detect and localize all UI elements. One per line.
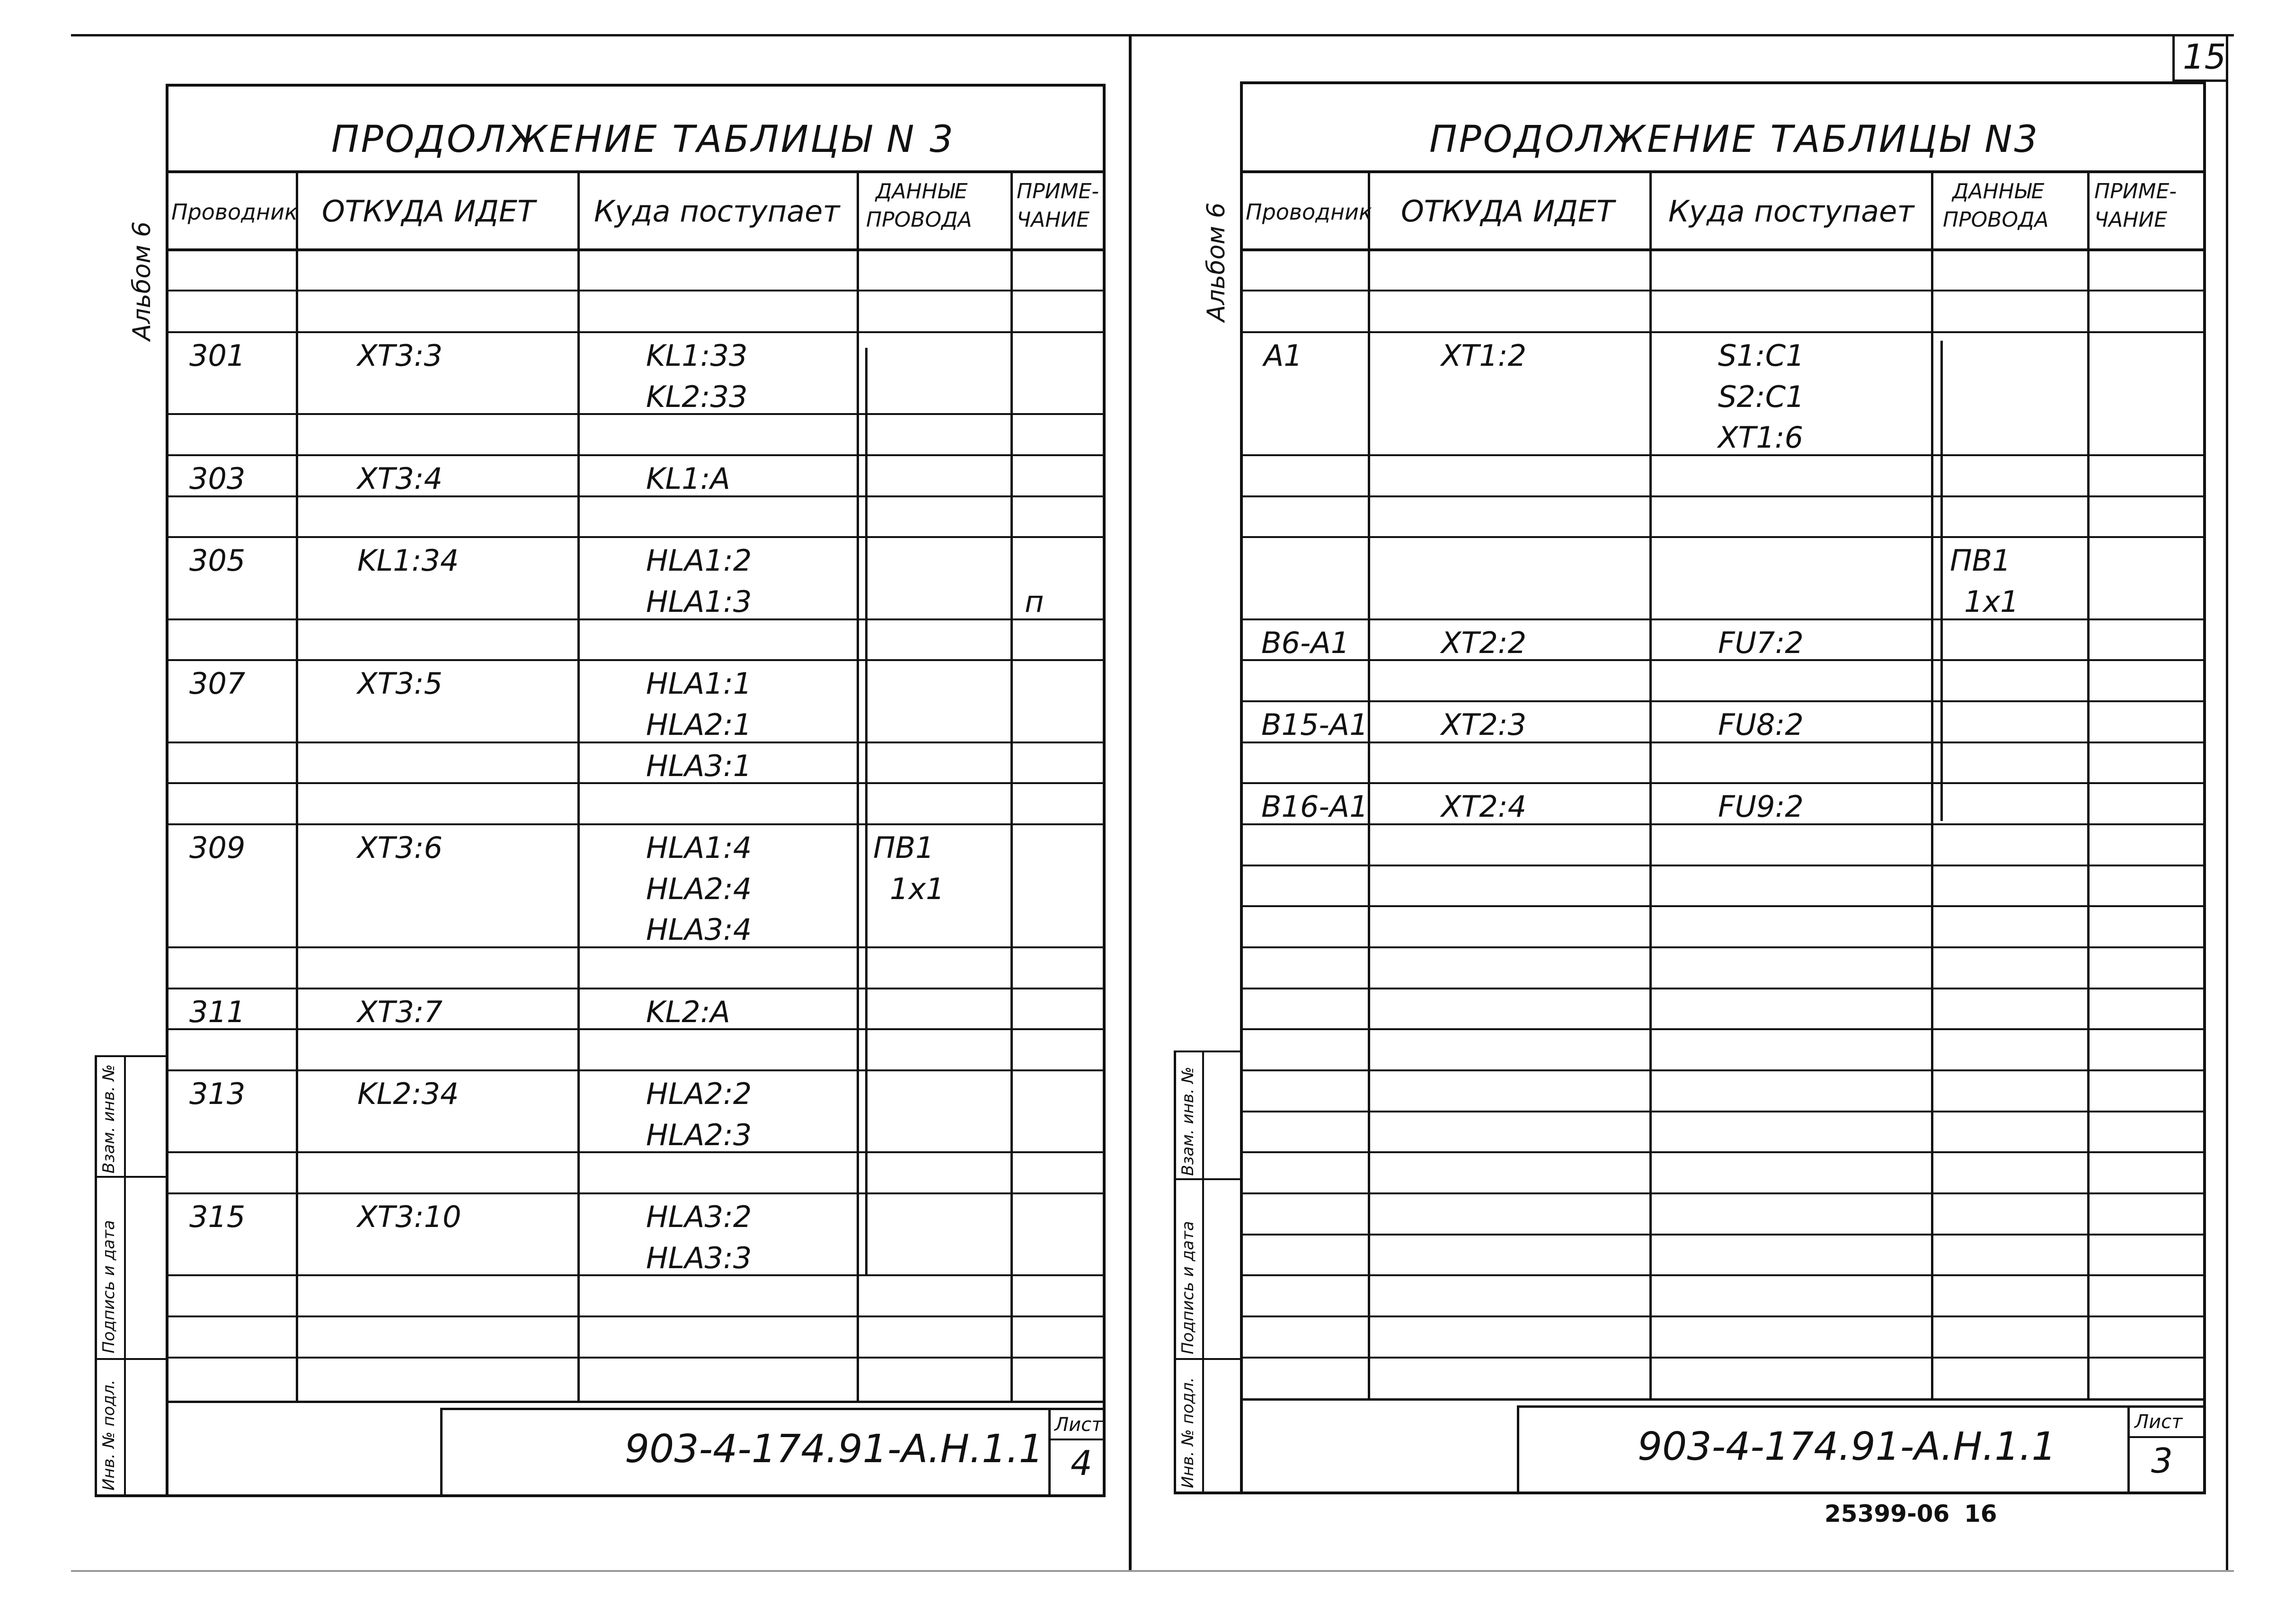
right-row-line	[1240, 1111, 2206, 1112]
right-stamp-replaces: Взам. инв. №	[1178, 1067, 1197, 1176]
left-to-cell: HLA3:4	[646, 912, 752, 947]
left-to-cell: HLA1:1	[646, 666, 752, 701]
right-row-line	[1240, 618, 2206, 620]
right-row-line	[1240, 946, 2206, 948]
left-from-cell: XT3:7	[357, 995, 443, 1029]
right-header-note-2: ЧАНИЕ	[2094, 208, 2168, 232]
left-conductor-cell: 313	[189, 1077, 246, 1111]
left-stamp-replaces: Взам. инв. №	[99, 1064, 118, 1174]
right-header-note-1: ПРИМЕ-	[2094, 179, 2177, 203]
left-sheet-label: Лист	[1054, 1414, 1103, 1436]
right-to-cell: S1:C1	[1718, 338, 1805, 373]
left-conductor-cell: 307	[189, 666, 246, 701]
right-header-from: ОТКУДА ИДЕТ	[1401, 194, 1614, 229]
right-header-bottom-line	[1240, 248, 2206, 251]
right-col-sep-2	[1649, 170, 1652, 1401]
right-titleblock-sheet-left	[2127, 1405, 2130, 1494]
left-header-conductor: Проводник	[171, 199, 298, 225]
right-col-sep-1	[1368, 170, 1370, 1401]
right-stamp-sep-1	[1174, 1178, 1241, 1180]
right-wire-type: ПВ1	[1950, 543, 2011, 578]
right-frame-bottom	[1174, 1492, 2206, 1494]
left-note-cell: п	[1025, 584, 1044, 619]
right-stamp-sep-2	[1174, 1358, 1241, 1360]
left-header-to: Куда поступает	[594, 194, 840, 229]
left-stamp-signature: Подпись и дата	[99, 1220, 118, 1353]
right-from-cell: XT2:2	[1441, 626, 1527, 660]
left-to-cell: HLA2:2	[646, 1077, 752, 1111]
right-conductor-cell: B6-A1	[1261, 626, 1350, 660]
right-titleblock-left	[1517, 1405, 1519, 1494]
right-to-cell: FU8:2	[1718, 707, 1804, 742]
archive-page: 16	[1964, 1500, 1997, 1527]
left-to-cell: HLA2:3	[646, 1118, 752, 1152]
right-row-line	[1240, 290, 2206, 291]
right-to-cell: XT1:6	[1718, 420, 1804, 455]
right-row-line	[1240, 905, 2206, 907]
right-to-cell: FU7:2	[1718, 626, 1804, 660]
right-header-conductor: Проводник	[1246, 199, 1372, 225]
left-to-cell: HLA3:3	[646, 1241, 752, 1275]
right-conductor-cell: A1	[1264, 338, 1302, 373]
left-to-cell: KL2:33	[646, 380, 748, 414]
page-number: 15	[2183, 37, 2226, 77]
left-from-cell: XT3:6	[357, 830, 443, 865]
right-titleblock-sheet-sep	[2127, 1436, 2205, 1438]
left-to-cell: KL1:33	[646, 338, 748, 373]
right-row-line	[1240, 495, 2206, 497]
left-from-cell: XT3:3	[357, 338, 443, 373]
left-to-cell: HLA3:2	[646, 1200, 752, 1234]
right-conductor-cell: B15-A1	[1261, 707, 1368, 742]
left-header-note-1: ПРИМЕ-	[1017, 179, 1099, 203]
left-to-cell: HLA2:4	[646, 872, 752, 906]
right-stamp-inv-orig: Инв. № подл.	[1178, 1377, 1197, 1488]
left-to-cell: HLA1:3	[646, 584, 752, 619]
left-doc-code: 903-4-174.91-А.Н.1.1	[625, 1427, 1044, 1472]
right-row-line	[1240, 1274, 2206, 1276]
right-header-wire-data-2: ПРОВОДА	[1943, 208, 2049, 232]
left-conductor-cell: 311	[189, 995, 246, 1029]
right-row-line	[1240, 1028, 2206, 1030]
left-header-from: ОТКУДА ИДЕТ	[322, 194, 535, 229]
right-stamp-left-border	[1174, 1050, 1176, 1494]
left-to-cell: HLA3:1	[646, 749, 752, 783]
right-album-label: Альбом 6	[1202, 202, 1231, 322]
left-conductor-cell: 309	[189, 830, 246, 865]
right-header-to: Куда поступает	[1668, 194, 1914, 229]
left-table-title: ПРОДОЛЖЕНИЕ ТАБЛИЦЫ N 3	[331, 118, 955, 161]
right-header-top-line	[1240, 170, 2206, 173]
right-wire-section: 1x1	[1964, 584, 2019, 619]
right-frame-left	[1240, 81, 1243, 1494]
left-to-cell: KL2:A	[646, 995, 730, 1029]
archive-code: 25399-06	[1825, 1500, 1950, 1527]
left-to-cell: HLA1:4	[646, 830, 752, 865]
left-conductor-cell: 315	[189, 1200, 246, 1234]
right-from-cell: XT2:3	[1441, 707, 1527, 742]
left-conductor-cell: 303	[189, 461, 246, 496]
right-conductor-cell: B16-A1	[1261, 789, 1368, 824]
left-header-wire-data-2: ПРОВОДА	[866, 208, 972, 232]
right-to-cell: FU9:2	[1718, 789, 1804, 824]
right-row-line	[1240, 1357, 2206, 1359]
left-stamp-inv-orig: Инв. № подл.	[99, 1379, 118, 1491]
left-wire-type: ПВ1	[873, 830, 934, 865]
left-to-cell: HLA1:2	[646, 543, 752, 578]
right-row-line	[1240, 1069, 2206, 1071]
left-header-note-2: ЧАНИЕ	[1017, 208, 1090, 232]
left-to-cell: HLA2:1	[646, 707, 752, 742]
left-from-cell: XT3:4	[357, 461, 443, 496]
right-stamp-top	[1174, 1050, 1241, 1052]
right-row-line	[1240, 988, 2206, 989]
left-header-wire-data-1: ДАННЫЕ	[876, 179, 968, 203]
left-from-cell: XT3:10	[357, 1200, 461, 1234]
right-from-cell: XT1:2	[1441, 338, 1527, 373]
right-stamp-mid-border	[1202, 1050, 1204, 1494]
right-stamp-signature: Подпись и дата	[1178, 1221, 1197, 1354]
left-conductor-cell: 301	[189, 338, 246, 373]
right-doc-code: 903-4-174.91-А.Н.1.1	[1638, 1424, 2056, 1469]
right-row-line	[1240, 536, 2206, 538]
right-row-line	[1240, 331, 2206, 333]
left-from-cell: KL2:34	[357, 1077, 459, 1111]
right-frame-right	[2203, 81, 2206, 1494]
right-frame-top	[1240, 81, 2205, 84]
right-sheet-number: 3	[2151, 1441, 2173, 1481]
right-row-line	[1240, 865, 2206, 866]
right-col-sep-4	[2087, 170, 2090, 1401]
left-to-cell: KL1:A	[646, 461, 730, 496]
right-from-cell: XT2:4	[1441, 789, 1527, 824]
left-from-cell: XT3:5	[357, 666, 443, 701]
left-conductor-cell: 305	[189, 543, 246, 578]
right-titleblock-top	[1517, 1405, 2206, 1408]
right-row-line	[1240, 1234, 2206, 1236]
right-sheet-label: Лист	[2135, 1411, 2183, 1433]
right-row-line	[1240, 700, 2206, 702]
right-header-wire-data-1: ДАННЫЕ	[1952, 179, 2045, 203]
left-sheet-number: 4	[1071, 1443, 1092, 1483]
right-table-title: ПРОДОЛЖЕНИЕ ТАБЛИЦЫ N3	[1429, 118, 2040, 161]
left-from-cell: KL1:34	[357, 543, 459, 578]
bottom-border-line	[71, 1570, 2234, 1572]
right-row-line	[1240, 1315, 2206, 1317]
right-row-line	[1240, 1151, 2206, 1153]
right-row-line	[1240, 782, 2206, 784]
left-wire-section: 1x1	[890, 872, 945, 906]
left-album-label: Альбом 6	[128, 221, 156, 341]
right-row-line	[1240, 1192, 2206, 1194]
right-to-cell: S2:C1	[1718, 380, 1805, 414]
right-wire-brace	[1931, 341, 1943, 821]
right-row-line	[1240, 1398, 2206, 1401]
